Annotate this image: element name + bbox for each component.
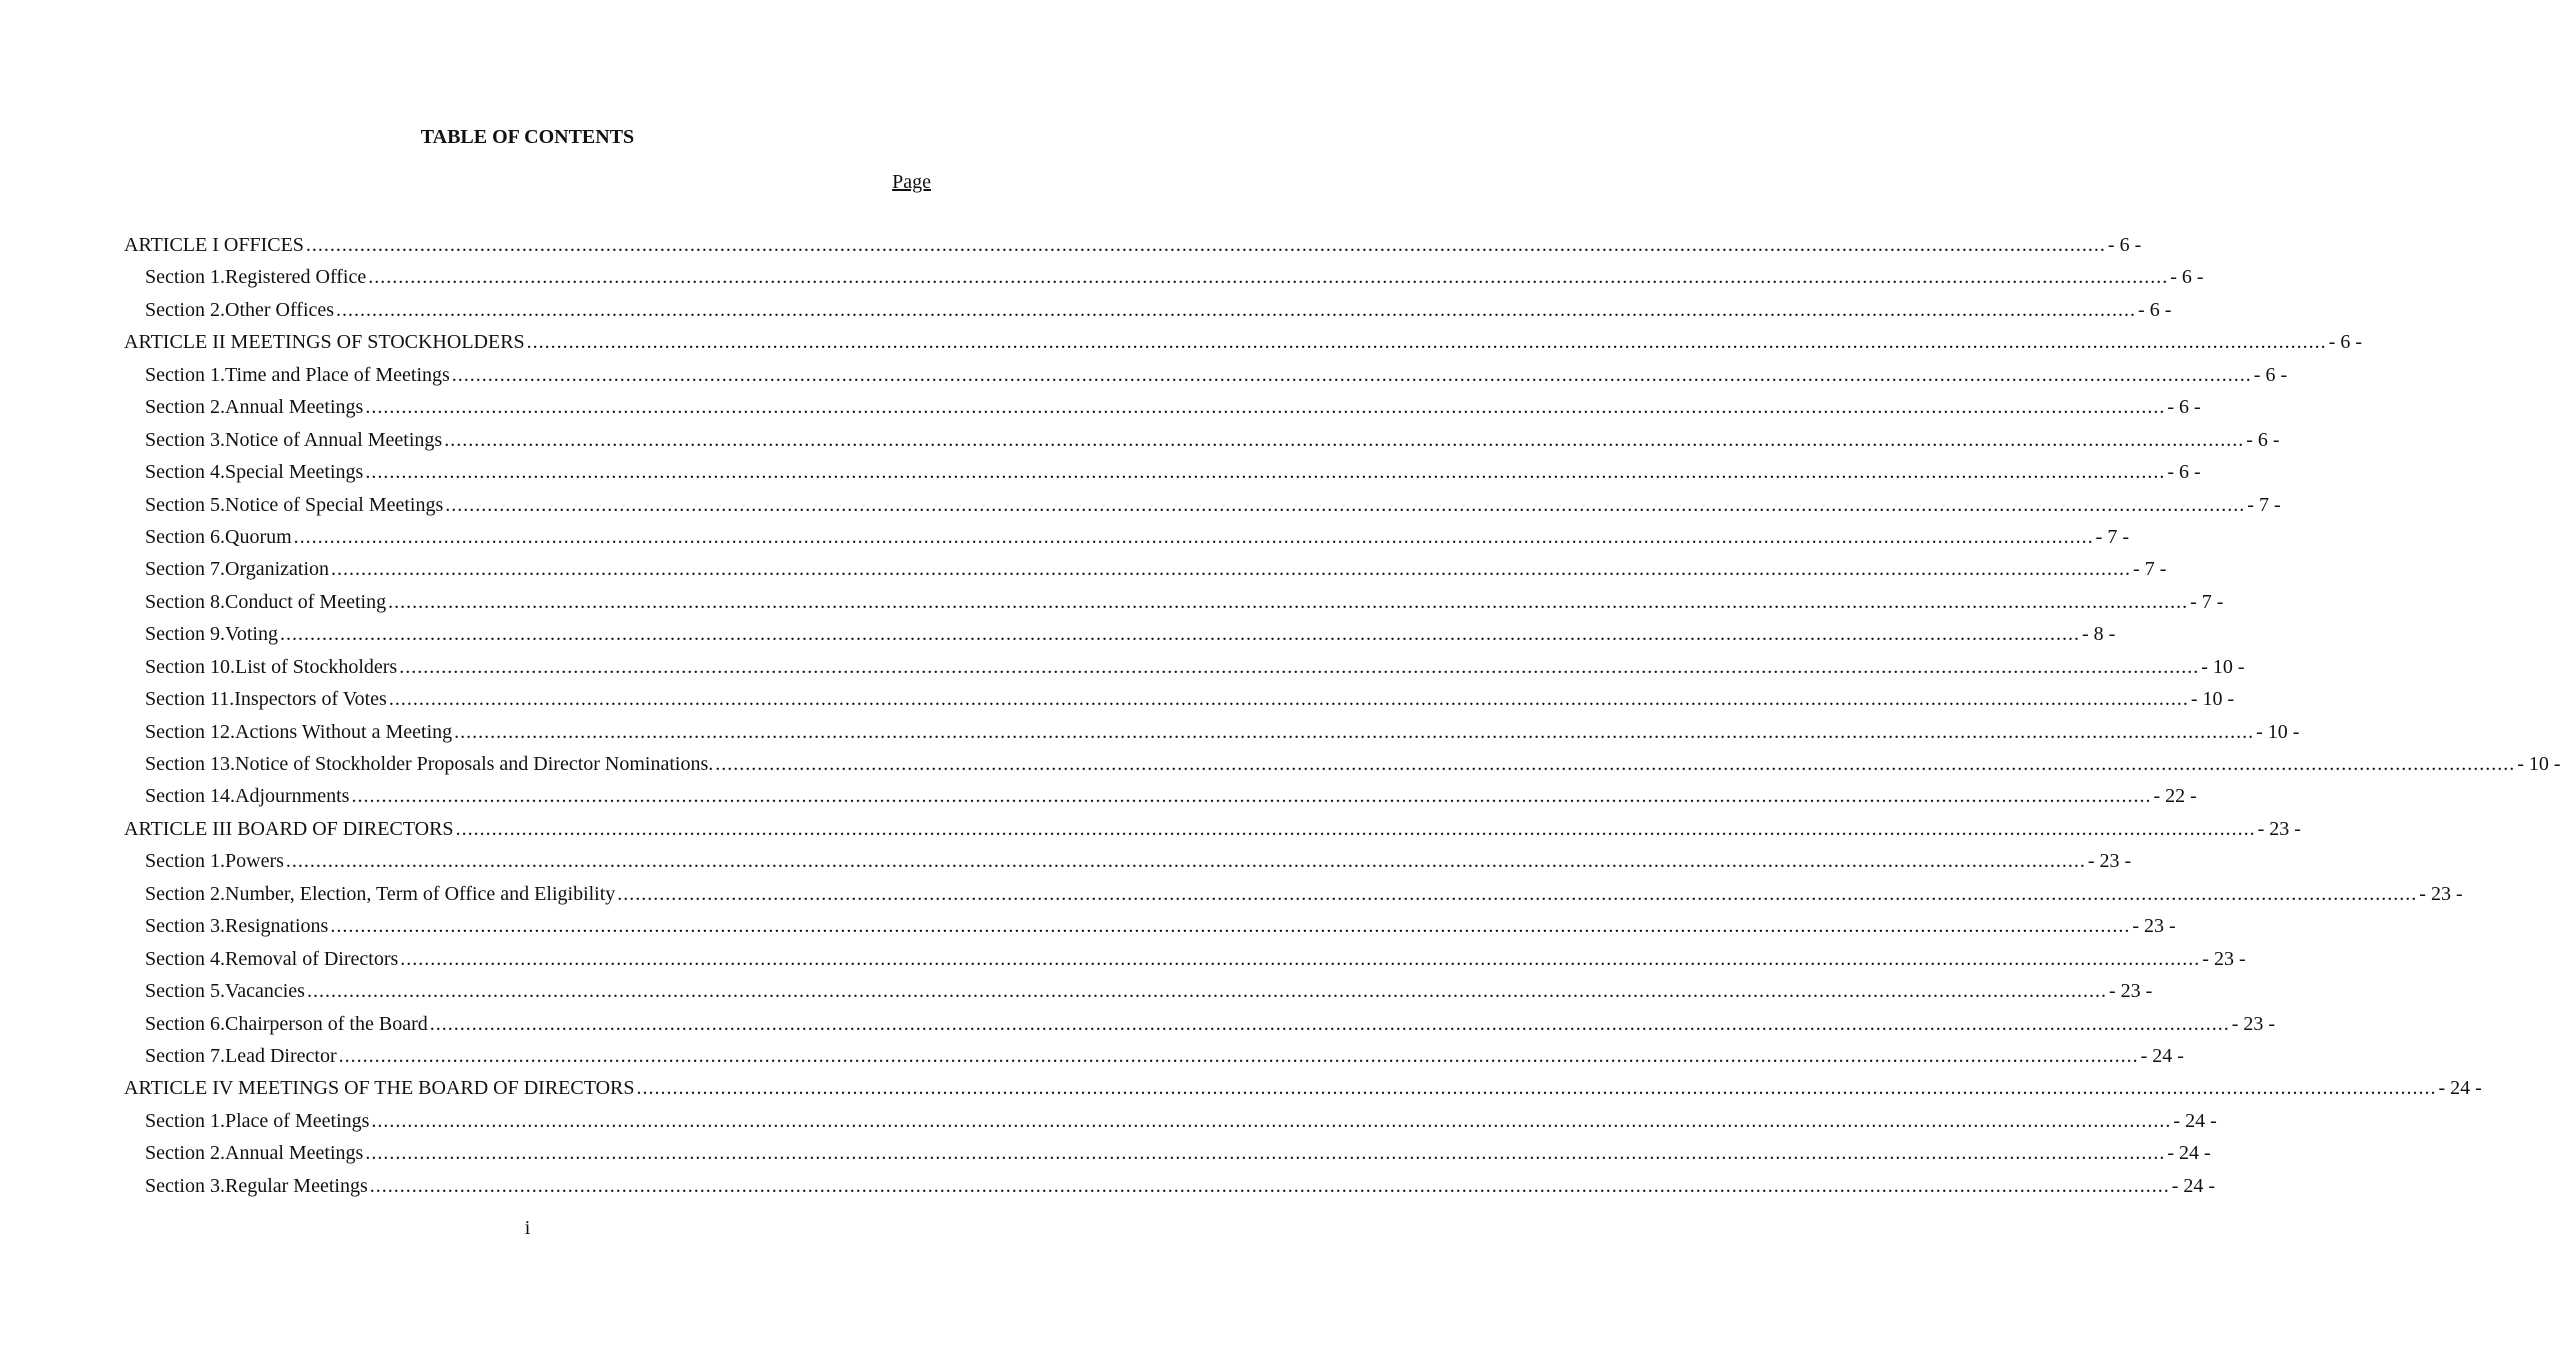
- section-number: Section 9.: [145, 623, 225, 646]
- footer-page-number: i: [524, 1217, 531, 1239]
- section-number: Section 1.: [145, 266, 225, 289]
- entry-label: List of Stockholders: [235, 655, 398, 678]
- section-number: Section 7.: [145, 1044, 225, 1067]
- dot-leader: ............................................................................................................................................................................................................................................................................................................: [293, 525, 2094, 548]
- dot-leader: ............................................................................................................................................................................................................................................................................................................: [445, 493, 2246, 516]
- section-number: Section 5.: [145, 980, 225, 1003]
- entry-page-number: - 22 -: [2153, 785, 2197, 808]
- dot-leader: ............................................................................................................................................................................................................................................................................................................: [368, 266, 2169, 289]
- entry-label: Organization: [225, 558, 330, 581]
- section-number: Section 5.: [145, 493, 225, 516]
- section-number: Section 6.: [145, 1012, 225, 1035]
- section-number: Section 14.: [145, 785, 235, 808]
- entry-label: Lead Director: [225, 1044, 337, 1067]
- toc-section-entry: [124, 394, 2201, 426]
- entry-page-number: - 24 -: [2140, 1044, 2184, 1067]
- toc-section-entry: [124, 492, 2281, 524]
- entry-label: Other Offices: [225, 298, 335, 321]
- section-number: Section 1.: [145, 850, 225, 873]
- entry-label: Annual Meetings: [225, 396, 364, 419]
- toc-article-entry: [124, 232, 2142, 264]
- toc-section-entry: [124, 589, 2224, 621]
- entry-label: Special Meetings: [225, 461, 364, 484]
- entry-label: Powers: [225, 850, 284, 873]
- page-column-header: Page: [892, 171, 931, 193]
- dot-leader: ............................................................................................................................................................................................................................................................................................................: [526, 331, 2327, 354]
- entry-page-number: - 23 -: [2087, 850, 2132, 873]
- dot-leader: ............................................................................................................................................................................................................................................................................................................: [279, 623, 2080, 646]
- toc-section-entry: [124, 913, 2176, 945]
- entry-label: Actions Without a Meeting: [235, 720, 453, 743]
- section-number: Section 4.: [145, 461, 225, 484]
- dot-leader: ............................................................................................................................................................................................................................................................................................................: [371, 1109, 2172, 1132]
- toc-section-entry: [124, 1043, 2184, 1075]
- toc-article-entry: [124, 329, 2362, 361]
- toc-section-entry: [124, 1140, 2211, 1172]
- section-number: Section 13.: [145, 753, 235, 775]
- dot-leader: ............................................................................................................................................................................................................................................................................................................: [365, 461, 2166, 484]
- entry-label: Resignations: [225, 915, 329, 938]
- entry-label: Quorum: [225, 525, 292, 548]
- entry-label: ARTICLE I OFFICES: [124, 234, 304, 256]
- section-number: Section 1.: [145, 1109, 225, 1132]
- section-number: Section 1.: [145, 363, 225, 386]
- entry-page-number: - 7 -: [2133, 558, 2167, 581]
- section-number: Section 3.: [145, 428, 225, 451]
- toc-section-entry: [124, 427, 2280, 459]
- entry-page-number: - 6 -: [2328, 331, 2362, 354]
- toc-section-entry: [124, 1108, 2217, 1140]
- dot-leader: ............................................................................................................................................................................................................................................................................................................: [388, 688, 2189, 711]
- dot-leader: ............................................................................................................................................................................................................................................................................................................: [285, 850, 2086, 873]
- toc-section-entry: [124, 362, 2288, 394]
- entry-label: Registered Office: [225, 266, 367, 289]
- section-number: Section 3.: [145, 915, 225, 938]
- section-number: Section 8.: [145, 590, 225, 613]
- section-number: Section 7.: [145, 558, 225, 581]
- entry-label: Number, Election, Term of Office and Eligibility: [225, 882, 616, 905]
- entry-label: Regular Meetings: [225, 1174, 368, 1197]
- entry-page-number: - 6 -: [2253, 363, 2288, 386]
- dot-leader: ............................................................................................................................................................................................................................................................................................................: [399, 655, 2200, 678]
- dot-leader: ............................................................................................................................................................................................................................................................................................................: [715, 753, 2516, 775]
- entry-page-number: - 23 -: [2257, 817, 2301, 840]
- entry-page-number: - 6 -: [2170, 266, 2204, 289]
- toc-section-entry: [124, 719, 2300, 751]
- entry-page-number: - 24 -: [2438, 1077, 2482, 1100]
- toc-section-entry: [124, 686, 2235, 718]
- dot-leader: ............................................................................................................................................................................................................................................................................................................: [369, 1174, 2170, 1197]
- entry-label: Place of Meetings: [225, 1109, 370, 1132]
- toc-section-entry: [124, 751, 2561, 783]
- entry-label: Conduct of Meeting: [225, 590, 387, 613]
- entry-label: Removal of Directors: [225, 947, 399, 970]
- entry-label: Vacancies: [225, 980, 305, 1003]
- section-number: Section 6.: [145, 525, 225, 548]
- entry-page-number: - 24 -: [2171, 1174, 2216, 1197]
- dot-leader: ............................................................................................................................................................................................................................................................................................................: [336, 298, 2137, 321]
- entry-label: Voting: [225, 623, 278, 646]
- toc-section-entry: [124, 297, 2172, 329]
- entry-label: Adjournments: [235, 785, 350, 808]
- entry-label: ARTICLE IV MEETINGS OF THE BOARD OF DIRECTORS: [124, 1077, 635, 1100]
- dot-leader: ............................................................................................................................................................................................................................................................................................................: [455, 817, 2256, 840]
- toc-section-entry: [124, 654, 2245, 686]
- dot-leader: ............................................................................................................................................................................................................................................................................................................: [365, 396, 2166, 419]
- dot-leader: ............................................................................................................................................................................................................................................................................................................: [351, 785, 2152, 808]
- section-number: Section 11.: [145, 688, 235, 711]
- toc-section-entry: [124, 978, 2153, 1010]
- toc-section-entry: [124, 1011, 2276, 1043]
- entry-label: ARTICLE III BOARD OF DIRECTORS: [124, 817, 454, 840]
- toc-article-entry: [124, 816, 2301, 848]
- dot-leader: ............................................................................................................................................................................................................................................................................................................: [454, 720, 2255, 743]
- toc-section-entry: [124, 881, 2463, 913]
- toc-section-entry: [124, 946, 2246, 978]
- dot-leader: ............................................................................................................................................................................................................................................................................................................: [400, 947, 2201, 970]
- dot-leader: ............................................................................................................................................................................................................................................................................................................: [331, 558, 2132, 581]
- entry-page-number: - 6 -: [2138, 298, 2172, 321]
- dot-leader: ............................................................................................................................................................................................................................................................................................................: [617, 882, 2418, 905]
- entry-label: Inspectors of Votes: [234, 688, 387, 711]
- section-number: Section 2.: [145, 396, 225, 419]
- entry-page-number: - 23 -: [2132, 915, 2176, 938]
- entry-label: Notice of Annual Meetings: [225, 428, 443, 451]
- entry-page-number: - 23 -: [2108, 980, 2153, 1003]
- dot-leader: ............................................................................................................................................................................................................................................................................................................: [338, 1044, 2139, 1067]
- dot-leader: ............................................................................................................................................................................................................................................................................................................: [365, 1142, 2166, 1165]
- toc-section-entry: [124, 556, 2167, 588]
- entry-page-number: - 7 -: [2247, 493, 2281, 516]
- dot-leader: ............................................................................................................................................................................................................................................................................................................: [330, 915, 2131, 938]
- section-number: Section 2.: [145, 298, 225, 321]
- section-number: Section 4.: [145, 947, 225, 970]
- entry-page-number: - 6 -: [2107, 234, 2142, 256]
- entry-page-number: - 23 -: [2231, 1012, 2276, 1035]
- dot-leader: ............................................................................................................................................................................................................................................................................................................: [636, 1077, 2437, 1100]
- entry-page-number: - 23 -: [2419, 882, 2463, 905]
- toc-section-entry: [124, 1173, 2216, 1205]
- entry-label: Time and Place of Meetings: [225, 363, 450, 386]
- section-number: Section 12.: [145, 720, 235, 743]
- toc-section-entry: [124, 264, 2204, 296]
- entry-page-number: - 23 -: [2202, 947, 2246, 970]
- entry-page-number: - 6 -: [2167, 396, 2201, 419]
- entry-label: Chairperson of the Board: [225, 1012, 428, 1035]
- toc-section-entry: [124, 621, 2116, 653]
- entry-page-number: - 24 -: [2167, 1142, 2211, 1165]
- entry-label: Notice of Special Meetings: [225, 493, 444, 516]
- entry-label: Notice of Stockholder Proposals and Director Nominations.: [235, 753, 714, 775]
- toc-title: TABLE OF CONTENTS: [420, 126, 635, 148]
- dot-leader: ............................................................................................................................................................................................................................................................................................................: [451, 363, 2252, 386]
- section-number: Section 2.: [145, 1142, 225, 1165]
- entry-page-number: - 10 -: [2190, 688, 2235, 711]
- dot-leader: ............................................................................................................................................................................................................................................................................................................: [429, 1012, 2230, 1035]
- entry-page-number: - 10 -: [2517, 753, 2561, 775]
- entry-page-number: - 7 -: [2095, 525, 2129, 548]
- section-number: Section 3.: [145, 1174, 225, 1197]
- dot-leader: ............................................................................................................................................................................................................................................................................................................: [388, 590, 2189, 613]
- dot-leader: ............................................................................................................................................................................................................................................................................................................: [306, 980, 2107, 1003]
- entry-page-number: - 10 -: [2201, 655, 2245, 678]
- entry-page-number: - 6 -: [2246, 428, 2280, 451]
- entry-label: ARTICLE II MEETINGS OF STOCKHOLDERS: [124, 331, 525, 354]
- entry-page-number: - 10 -: [2256, 720, 2300, 743]
- entry-page-number: - 6 -: [2167, 461, 2201, 484]
- section-number: Section 2.: [145, 882, 225, 905]
- entry-page-number: - 7 -: [2190, 590, 2224, 613]
- entry-label: Annual Meetings: [225, 1142, 364, 1165]
- toc-section-entry: [124, 524, 2129, 556]
- dot-leader: ............................................................................................................................................................................................................................................................................................................: [305, 234, 2106, 256]
- entry-page-number: - 24 -: [2173, 1109, 2217, 1132]
- section-number: Section 10.: [145, 655, 235, 678]
- entry-page-number: - 8 -: [2081, 623, 2116, 646]
- toc-list: [124, 232, 2561, 1205]
- toc-section-entry: [124, 848, 2132, 880]
- dot-leader: ............................................................................................................................................................................................................................................................................................................: [444, 428, 2245, 451]
- toc-section-entry: [124, 459, 2201, 491]
- toc-article-entry: [124, 1075, 2482, 1107]
- toc-section-entry: [124, 783, 2197, 815]
